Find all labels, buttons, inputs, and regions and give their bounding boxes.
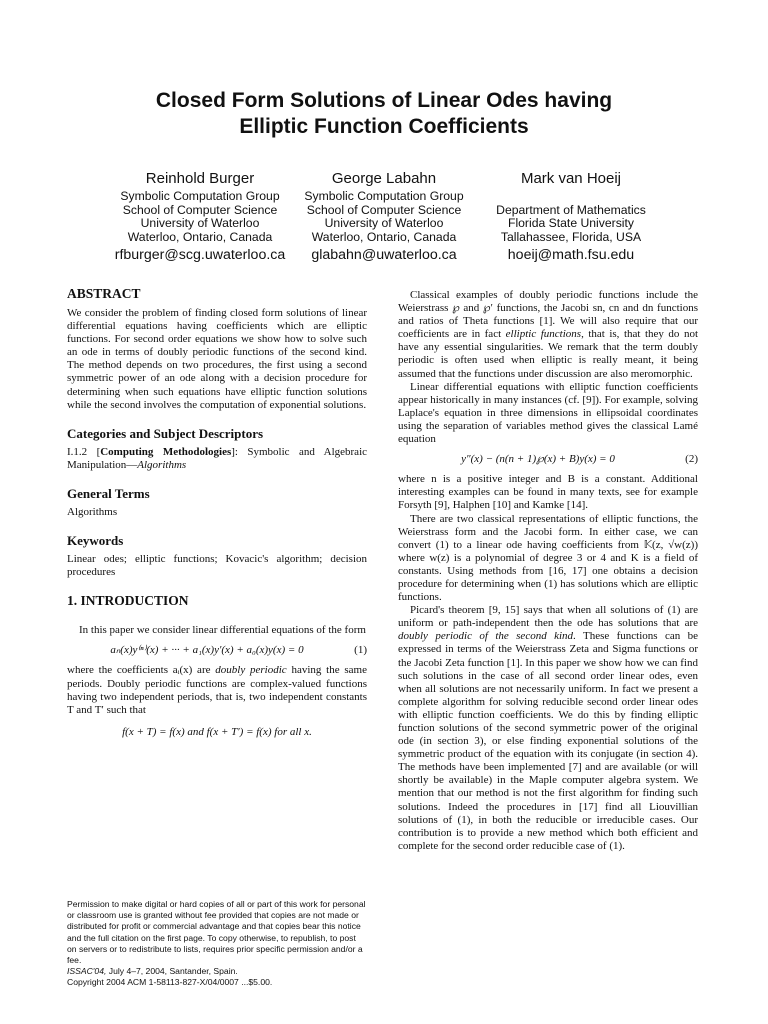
author-affiliation-line: Waterloo, Ontario, Canada	[127, 229, 273, 244]
left-column	[67, 286, 367, 748]
permission-text: Permission to make digital or hard copies of all or part of this work for personal or classroom use is granted without fee provided that copies are not made or distributed for profit or commercial advantage and that copies bear this notice and the full citation on the first page. To copy otherwise, to republish, to post on servers or to redistribute to lists, requires prior specific permission and/or a fee.	[67, 899, 366, 966]
right-paragraph-4: There are two classical representations of elliptic functions, the Weierstrass form and the Jacobi form. In either case, we can convert (1) to a linear ode having coefficients from 𝕂(z, √w(z)) where w(z) is a polynomial of degree 3 or 4 and K is a field of constants. Using methods from [16, 17] one obtains a decision procedure for determining when (1) has solutions which are elliptic functions.	[398, 512, 698, 604]
equation-2	[398, 453, 698, 466]
right-paragraph-1	[398, 289, 698, 381]
paper-title	[60, 88, 708, 140]
abstract-heading: ABSTRACT	[67, 286, 141, 301]
equation-1-body: aₙ(x)y⁽ⁿ⁾(x) + ··· + a₁(x)y′(x) + a₀(x)y(x) = 0	[110, 644, 304, 657]
intro-p2-part-b: having the same periods. Doubly periodic functions are complex-valued functions having two independent periods, that is, two independent constants T and T′ such that	[67, 664, 367, 716]
right-p5-part-b: . These functions can be expressed in terms of the Weierstrass Zeta and Sigma functions or the Jacobi Zeta function [1]. In this paper we show how we can find such solutions in the case of all second order linear odes, even when all solutions are not necessarily uniform. In fact we present a complete algorithm for solving reducible second order linear odes with elliptic function coefficients. We do this by finding elliptic function solutions of the second symmetric power of the original ode (in section 3), or else finding exponential solutions of the symmetric product of the equation with its conjugate (in section 4). The methods have been implemented [7] and are available (or will shortly be available) in the Maple computer algebra system. We mention that our method is not the first algorithm for finding such solutions. Indeed the procedures in [17] find all Liouvillian solutions of (1), in both the reducible or irreducible cases. Our contribution is to provide a new method which both efficient and complete for the second order reducible case of (1).	[398, 630, 698, 852]
permission-block	[67, 899, 367, 989]
right-paragraph-2: Linear differential equations with elliptic function coefficients appear historically in many instances (cf. [9]). For example, solving Laplace's equation in three dimensions in ellipsoidal coordinates using the separation of variables method gives the classical Lamé equation	[398, 380, 698, 446]
introduction-heading: 1. INTRODUCTION	[67, 593, 189, 609]
author-block-van-hoeij	[480, 170, 662, 264]
author-name: George Labahn	[331, 170, 437, 187]
author-affiliation-line: Waterloo, Ontario, Canada	[311, 229, 457, 244]
general-terms-text: Algorithms	[67, 505, 118, 518]
author-block-burger	[110, 170, 290, 264]
author-email: rfburger@scg.uwaterloo.ca	[114, 247, 286, 263]
category-italic: Algorithms	[137, 458, 187, 471]
permission-venue	[67, 966, 367, 977]
author-affiliation-line: Symbolic Computation Group	[304, 189, 464, 203]
categories-heading: Categories and Subject Descriptors	[67, 425, 264, 441]
author-affiliation-line: University of Waterloo	[140, 216, 260, 230]
keywords-heading: Keywords	[67, 533, 124, 549]
author-affiliation-line: School of Computer Science	[122, 202, 278, 217]
author-affiliation-line: Florida State University	[508, 216, 634, 230]
right-p5-emphasis: doubly periodic of the second kind	[398, 630, 574, 643]
intro-paragraph-1: In this paper we consider linear differential equations of the form	[79, 624, 366, 637]
equation-periodic: f(x + T) = f(x) and f(x + T′) = f(x) for all x.	[122, 725, 312, 738]
venue-name: ISSAC'04,	[67, 966, 107, 977]
author-email: hoeij@math.fsu.edu	[507, 247, 635, 263]
category-rest: ]: Symbolic and Algebraic Manipulation—	[67, 445, 368, 471]
right-p1-emphasis: elliptic functions	[505, 328, 582, 341]
title-line-2: Elliptic Function Coefficients	[239, 115, 529, 138]
intro-p2-emphasis: doubly periodic	[215, 664, 287, 677]
author-affiliation-line: Tallahassee, Florida, USA	[500, 229, 642, 244]
author-name: Mark van Hoeij	[520, 170, 622, 187]
permission-copyright: Copyright 2004 ACM 1-58113-827-X/04/0007 ...$5.00.	[67, 977, 273, 988]
abstract-text: We consider the problem of finding closed form solutions of linear differential equations having coefficients which are elliptic functions. For second order equations we show how to solve such an ode in terms of doubly periodic functions of the second kind. The method depends on two procedures, the first using a second symmetric power of an ode along with a decision procedure for determining when such equations have elliptic function solutions while the second involves the computation of exponential solutions.	[67, 307, 367, 411]
general-terms-heading: General Terms	[67, 485, 150, 501]
author-email: glabahn@uwaterloo.ca	[311, 247, 457, 263]
categories-text	[67, 446, 367, 472]
equation-2-number: (2)	[685, 453, 698, 466]
right-column	[398, 289, 698, 853]
author-affiliation-line: Symbolic Computation Group	[120, 189, 280, 203]
venue-details: July 4–7, 2004, Santander, Spain.	[106, 966, 238, 977]
intro-paragraph-2	[67, 664, 367, 716]
author-affiliation-line: Department of Mathematics	[496, 202, 646, 217]
right-p1-part-a: Classical examples of doubly periodic functions include the Weierstrass ℘ and ℘′ functions, the Jacobi sn, cn and dn functions and ratios of Theta functions [1]. We will also require that our coefficients are in fact	[398, 289, 698, 341]
intro-p2-part-a: where the coefficients aᵢ(x) are	[67, 664, 216, 677]
right-paragraph-3: where n is a positive integer and B is a constant. Additional interesting examples can be found in many texts, see for example Forsyth [9], Halphen [10] and Kamke [14].	[398, 473, 698, 512]
right-p5-part-a: Picard's theorem [9, 15] says that when all solutions of (1) are uniform or path-independent then the ode has solutions that are	[398, 604, 698, 630]
author-block-labahn	[296, 170, 472, 264]
category-code: I.1.2 [	[67, 445, 101, 458]
author-affiliation-line: School of Computer Science	[306, 202, 462, 217]
category-bold: Computing Methodologies	[100, 445, 232, 458]
equation-1-number: (1)	[354, 644, 367, 657]
author-name: Reinhold Burger	[145, 170, 255, 187]
right-p1-part-b: , that is, that they do not have any essential singularities. We remark that the term doubly periodic is often used when elliptic is really meant, it being assumed that the functions under discussion are also meromorphic.	[398, 328, 698, 380]
author-affiliation-line: University of Waterloo	[324, 216, 444, 230]
equation-1	[67, 644, 367, 657]
equation-2-body: y″(x) − (n(n + 1)℘(x) + B)y(x) = 0	[461, 453, 615, 466]
keywords-text: Linear odes; elliptic functions; Kovacic's algorithm; decision procedures	[67, 553, 367, 579]
right-paragraph-5	[398, 604, 698, 853]
title-line-1: Closed Form Solutions of Linear Odes having	[155, 89, 613, 112]
